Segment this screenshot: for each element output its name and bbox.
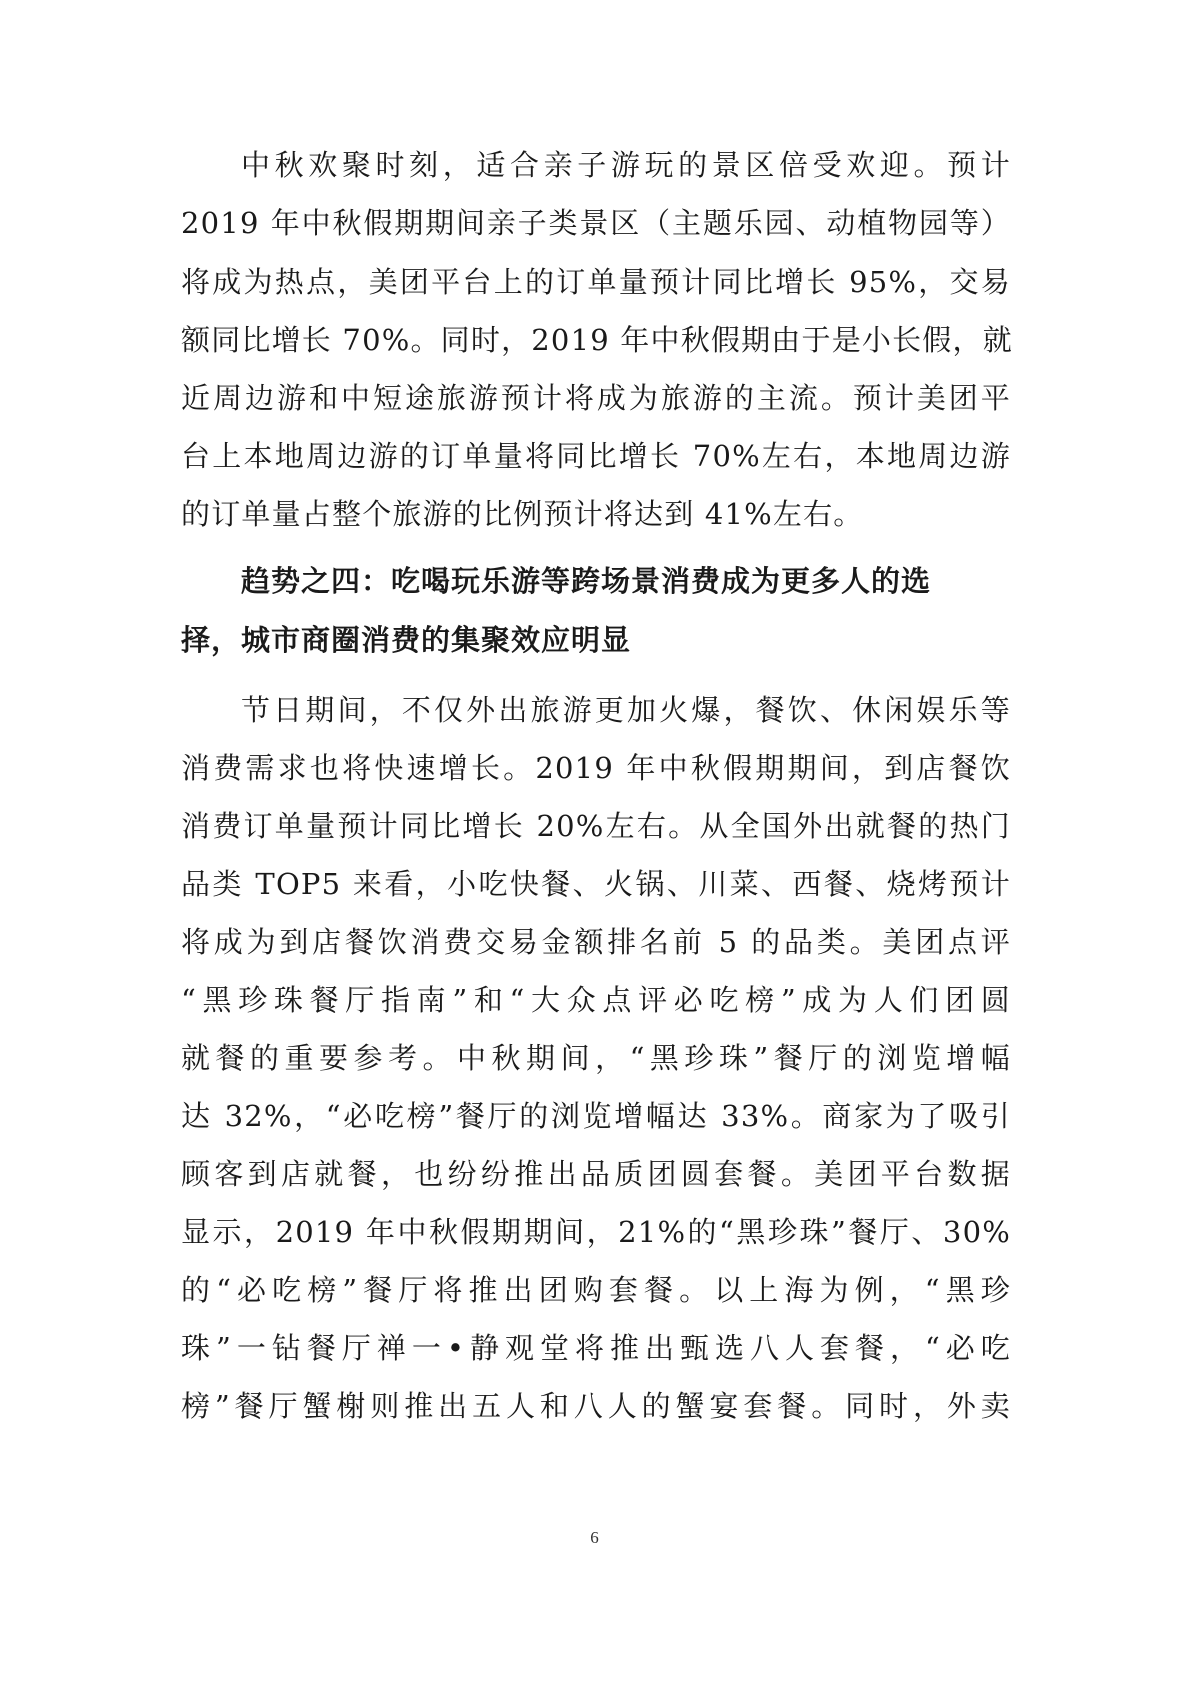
heading-line: 择，城市商圈消费的集聚效应明显 [181, 623, 632, 657]
page-number: 6 [590, 1528, 599, 1547]
paragraph-line: “黑珍珠餐厅指南”和“大众点评必吃榜”成为人们团圆 [181, 983, 1011, 1017]
paragraph-line: 品类 TOP5 来看，小吃快餐、火锅、川菜、西餐、烧烤预计 [181, 867, 1011, 901]
paragraph-line: 额同比增长 70%。同时，2019 年中秋假期由于是小长假，就 [181, 323, 1013, 357]
paragraph-line: 将成为到店餐饮消费交易金额排名前 5 的品类。美团点评 [181, 925, 1011, 959]
paragraph-line: 就餐的重要参考。中秋期间，“黑珍珠”餐厅的浏览增幅 [181, 1041, 1011, 1075]
paragraph-line: 将成为热点，美团平台上的订单量预计同比增长 95%，交易 [181, 265, 1011, 299]
paragraph-line: 的订单量占整个旅游的比例预计将达到 41%左右。 [181, 497, 864, 531]
paragraph-line: 节日期间，不仅外出旅游更加火爆，餐饮、休闲娱乐等 [241, 693, 1011, 727]
paragraph-line: 达 32%，“必吃榜”餐厅的浏览增幅达 33%。商家为了吸引 [181, 1099, 1011, 1133]
paragraph-line: 近周边游和中短途旅游预计将成为旅游的主流。预计美团平 [181, 381, 1011, 415]
paragraph-line: 中秋欢聚时刻，适合亲子游玩的景区倍受欢迎。预计 [241, 148, 1011, 182]
heading-line: 趋势之四：吃喝玩乐游等跨场景消费成为更多人的选 [241, 564, 932, 598]
paragraph-line: 消费需求也将快速增长。2019 年中秋假期期间，到店餐饮 [181, 751, 1011, 785]
paragraph-line: 榜”餐厅蟹榭则推出五人和八人的蟹宴套餐。同时，外卖 [181, 1389, 1011, 1423]
paragraph-line: 的“必吃榜”餐厅将推出团购套餐。以上海为例，“黑珍 [181, 1273, 1011, 1307]
paragraph-line: 2019 年中秋假期期间亲子类景区（主题乐园、动植物园等） [181, 206, 1011, 240]
paragraph-line: 显示，2019 年中秋假期期间，21%的“黑珍珠”餐厅、30% [181, 1215, 1011, 1249]
paragraph-line: 消费订单量预计同比增长 20%左右。从全国外出就餐的热门 [181, 809, 1011, 843]
paragraph-line: 珠”一钻餐厅禅一•静观堂将推出甄选八人套餐，“必吃 [181, 1331, 1011, 1365]
paragraph-line: 台上本地周边游的订单量将同比增长 70%左右，本地周边游 [181, 439, 1011, 473]
paragraph-line: 顾客到店就餐，也纷纷推出品质团圆套餐。美团平台数据 [181, 1157, 1011, 1191]
